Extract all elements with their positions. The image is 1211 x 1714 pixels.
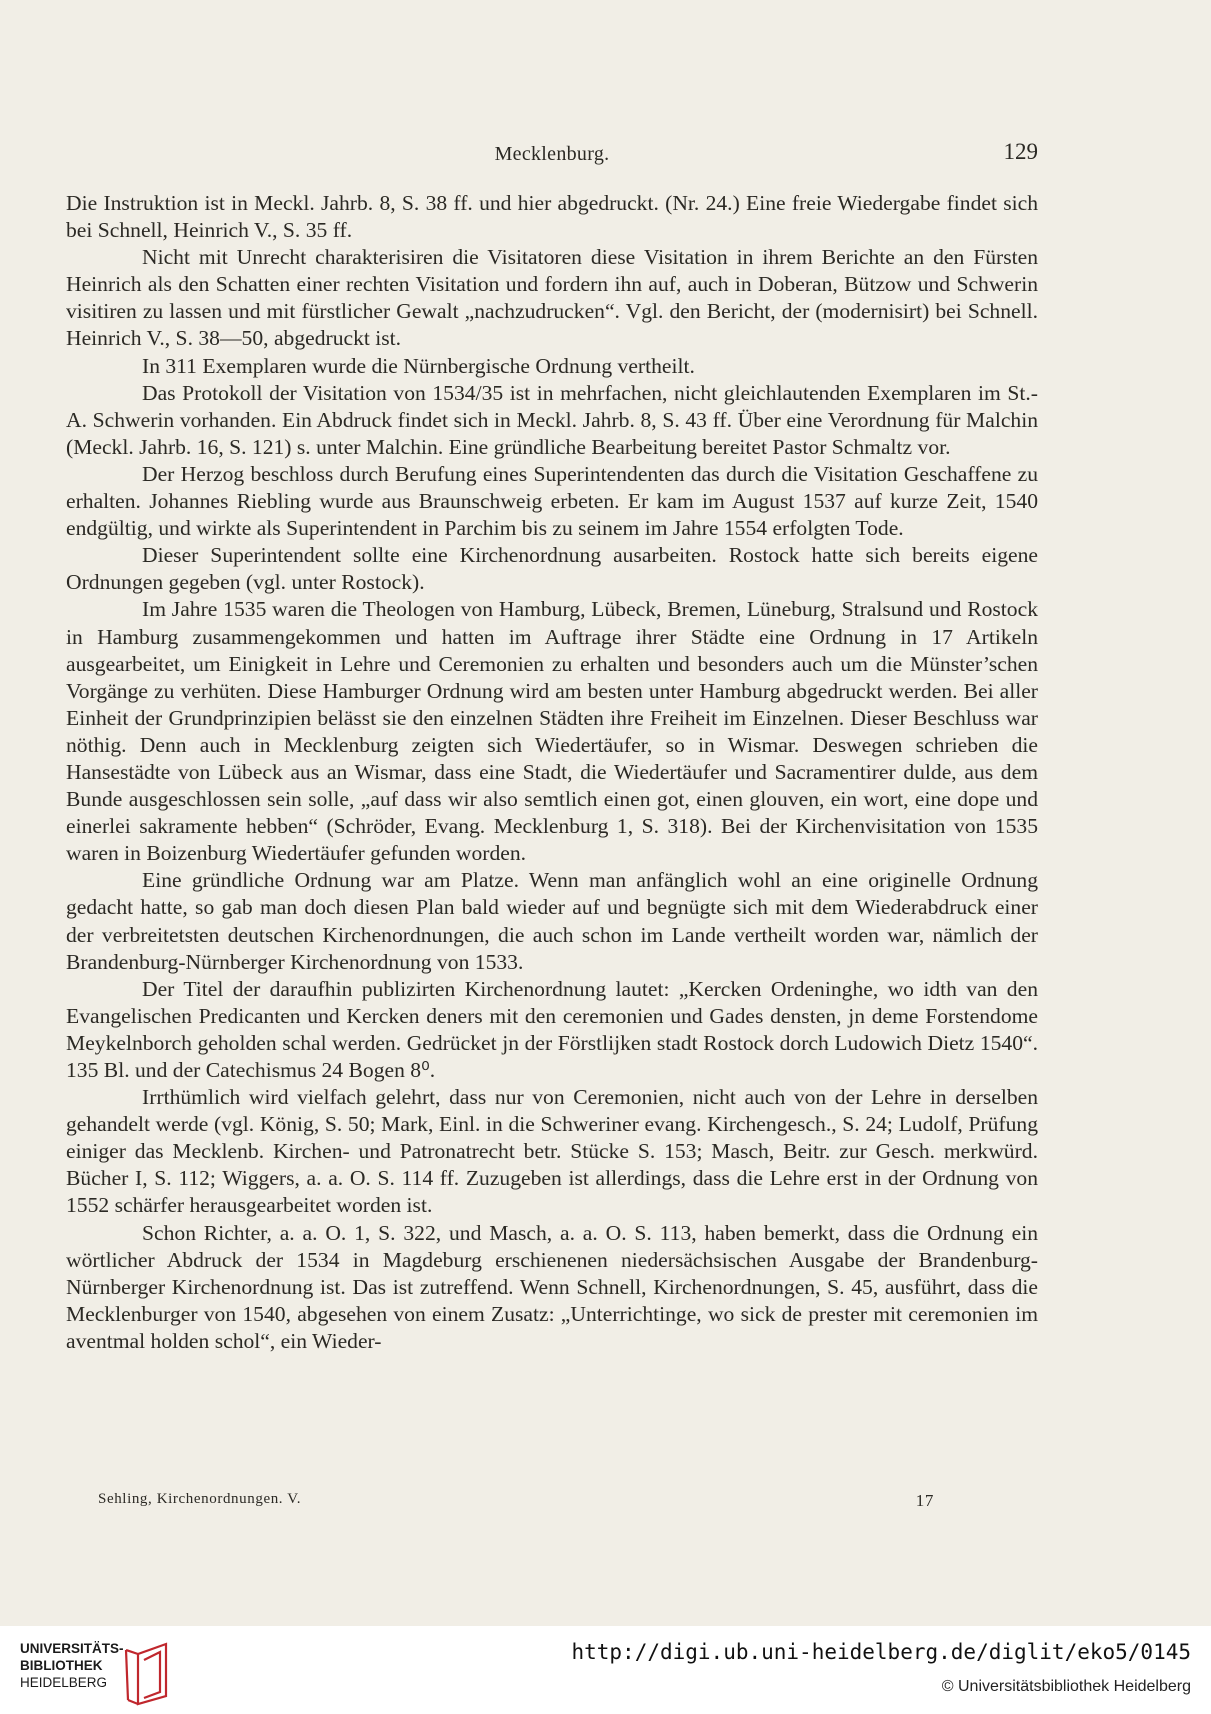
digitization-bar [0, 1626, 1211, 1714]
library-logo[interactable] [20, 1640, 180, 1706]
paragraph: Eine gründliche Ordnung war am Platze. Wenn man anfänglich wohl an eine originelle Ordnung gedacht hatte, so gab man doch diesen Plan bald wieder auf und begnügte sich mit dem Wiederabdruck einer der verbreitetsten deutschen Kirchenordnungen, die auch schon im Lande vertheilt worden war, nämlich der Brandenburg-Nürnberger Kirchenordnung von 1533. [66, 868, 1038, 974]
paragraph: Nicht mit Unrecht charakterisiren die Visitatoren diese Visitation in ihrem Berichte an den Fürsten Heinrich als den Schatten einer rechten Visitation und fordern ihn auf, auch in Doberan, Bützow und Schwerin visitiren zu lassen und mit fürstlicher Gewalt „nachzudrucken“. Vgl. den Bericht, der (modernisirt) bei Schnell. Heinrich V., S. 38—50, abgedruckt ist. [66, 245, 1038, 351]
printer-signature: Sehling, Kirchenordnungen. V. [98, 1491, 302, 1507]
library-name-line: BIBLIOTHEK [20, 1658, 103, 1673]
paragraph: Der Herzog beschloss durch Berufung eines Superintendenten das durch die Visitation Geschaffene zu erhalten. Johannes Riebling wurde aus Braunschweig erbeten. Er kam im August 1537 auf kurze Zeit, 1540 endgültig, und wirkte als Superintendent in Parchim bis zu seinem im Jahre 1554 erfolgten Tode. [66, 461, 1038, 541]
paragraph: Die Instruktion ist in Meckl. Jahrb. 8, S. 38 ff. und hier abgedruckt. (Nr. 24.) Eine freie Wiedergabe findet sich bei Schnell, Heinrich V., S. 35 ff. [66, 191, 1038, 243]
paragraph: Der Titel der daraufhin publizirten Kirchenordnung lautet: „Kercken Ordeninghe, wo idth van den Evangelischen Predicanten und Kercken deners mit den ceremonien und Gades densten, jn deme Forstendome Meykelnborch geholden schal werden. Gedrücket jn der Förstlijken stadt Rostock dorch Ludowich Dietz 1540“. 135 Bl. und der Catechismus 24 Bogen 8⁰. [66, 976, 1038, 1082]
library-name-line: HEIDELBERG [20, 1675, 108, 1690]
paragraph: Irrthümlich wird vielfach gelehrt, dass nur von Ceremonien, nicht auch von der Lehre in derselben gehandelt werde (vgl. König, S. 50; Mark, Einl. in die Schweriner evang. Kirchengesch., S. 24; Ludolf, Prüfung einiger das Mecklenb. Kirchen- und Patronatrecht betr. Stücke S. 153; Masch, Beitr. zur Gesch. merkwürd. Bücher I, S. 112; Wiggers, a. a. O. S. 114 ff. Zuzugeben ist allerdings, dass die Lehre erst in der Ordnung von 1552 schärfer herausgearbeitet worden ist. [66, 1085, 1038, 1218]
paragraph: Schon Richter, a. a. O. 1, S. 322, und Masch, a. a. O. S. 113, haben bemerkt, dass die Ordnung ein wörtlicher Abdruck der 1534 in Magdeburg erschienenen niedersächsischen Ausgabe der Brandenburg-Nürnberger Kirchenordnung ist. Das ist zutreffend. Wenn Schnell, Kirchenordnungen, S. 45, ausführt, dass die Mecklenburger von 1540, abgesehen von einem Zusatz: „Unterrichtinge, wo sick de prester mit ceremonien im aventmal holden schol“, ein Wieder- [66, 1220, 1038, 1353]
running-title: Mecklenburg. [494, 143, 610, 165]
library-name-line: UNIVERSITÄTS- [20, 1641, 124, 1656]
copyright-notice: © Universitätsbibliothek Heidelberg [941, 1678, 1191, 1695]
paragraph: Im Jahre 1535 waren die Theologen von Hamburg, Lübeck, Bremen, Lüneburg, Stralsund und Rostock in Hamburg zusammengekommen und hatten im Auftrage ihrer Städte eine Ordnung in 17 Artikeln ausgearbeitet, um Einigkeit in Lehre und Ceremonien zu erhalten und besonders auch um die Münster’schen Vorgänge zu verhüten. Diese Hamburger Ordnung wird am besten unter Hamburg abgedruckt werden. Bei aller Einheit der Grundprinzipien belässt sie den einzelnen Städten ihre Freiheit im Einzelnen. Dieser Beschluss war nöthig. Denn auch in Mecklenburg zeigten sich Wiedertäufer, so in Wismar. Deswegen schrieben die Hansestädte von Lübeck aus an Wismar, dass eine Stadt, die Wiedertäufer und Sacramentirer dulde, aus dem Bunde ausgeschlossen sein solle, „auf dass wir also semtlich einen got, einen glouven, ein wort, eine dope und einerlei sakramente hebben“ (Schröder, Evang. Mecklenburg 1, S. 318). Bei der Kirchenvisitation von 1535 waren in Boizenburg Wiedertäufer gefunden worden. [66, 597, 1038, 866]
library-name [20, 1640, 130, 1691]
paragraph: Dieser Superintendent sollte eine Kirchenordnung ausarbeiten. Rostock hatte sich bereits eigene Ordnungen gegeben (vgl. unter Rostock). [66, 543, 1038, 595]
paragraph: Das Protokoll der Visitation von 1534/35 ist in mehrfachen, nicht gleichlautenden Exemplaren im St.-A. Schwerin vorhanden. Ein Abdruck findet sich in Meckl. Jahrb. 8, S. 43 ff. Über eine Verordnung für Malchin (Meckl. Jahrb. 16, S. 121) s. unter Malchin. Eine gründliche Bearbeitung bereitet Pastor Schmaltz vor. [66, 380, 1038, 459]
page-number: 129 [1003, 139, 1038, 164]
paragraph: In 311 Exemplaren wurde die Nürnbergische Ordnung vertheilt. [142, 353, 695, 378]
sheet-number: 17 [915, 1491, 934, 1510]
ub-heidelberg-logo-icon [124, 1640, 180, 1706]
body-text [66, 190, 1038, 1355]
page-footer [98, 1491, 934, 1517]
page-header [66, 139, 1038, 173]
permalink-url[interactable]: http://digi.ub.uni-heidelberg.de/diglit/eko5/0145 [571, 1640, 1191, 1664]
